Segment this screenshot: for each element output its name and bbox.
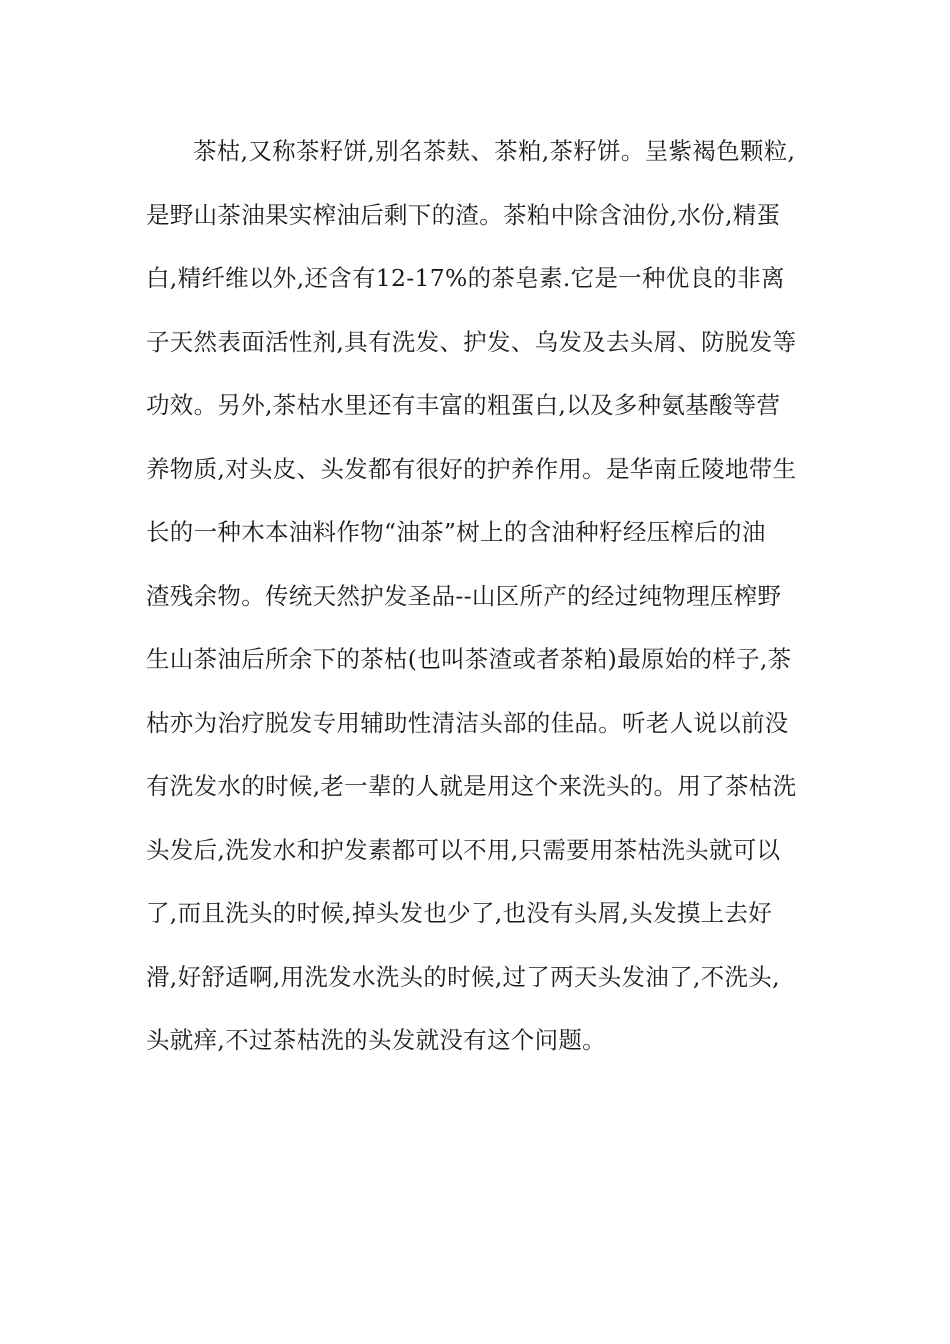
paragraph-line-14: 滑,好舒适啊,用洗发水洗头的时候,过了两天头发油了,不洗头, [146, 962, 780, 991]
paragraph-line-9: 生山茶油后所余下的茶枯(也叫茶渣或者茶粕)最原始的样子,茶 [146, 645, 792, 673]
paragraph-line-13: 了,而且洗头的时候,掉头发也少了,也没有头屑,头发摸上去好 [146, 899, 773, 927]
paragraph-line-2: 是野山茶油果实榨油后剩下的渣。茶粕中除含油份,水份,精蛋 [146, 200, 781, 229]
paragraph-line-6: 养物质,对头皮、头发都有很好的护养作用。是华南丘陵地带生 [146, 454, 797, 483]
paragraph-line-3: 白,精纤维以外,还含有12-17%的茶皂素.它是一种优良的非离 [146, 264, 785, 292]
paragraph-line-7: 长的一种木本油料作物“油茶”树上的含油种籽经压榨后的油 [146, 518, 766, 546]
paragraph-line-1: 茶枯,又称茶籽饼,别名茶麸、茶粕,茶籽饼。呈紫褐色颗粒, [193, 137, 796, 165]
paragraph-line-8: 渣残余物。传统天然护发圣品--山区所产的经过纯物理压榨野 [146, 581, 782, 610]
paragraph-line-11: 有洗发水的时候,老一辈的人就是用这个来洗头的。用了茶枯洗 [146, 772, 797, 800]
paragraph-line-15: 头就痒,不过茶枯洗的头发就没有这个问题。 [146, 1026, 606, 1054]
body-paragraph [146, 125, 816, 1078]
paragraph-line-5: 功效。另外,茶枯水里还有丰富的粗蛋白,以及多种氨基酸等营 [146, 391, 781, 419]
paragraph-line-4: 子天然表面活性剂,具有洗发、护发、乌发及去头屑、防脱发等 [146, 327, 797, 356]
paragraph-line-10: 枯亦为治疗脱发专用辅助性清洁头部的佳品。听老人说以前没 [146, 708, 789, 737]
paragraph-line-12: 头发后,洗发水和护发素都可以不用,只需要用茶枯洗头就可以 [146, 835, 781, 864]
